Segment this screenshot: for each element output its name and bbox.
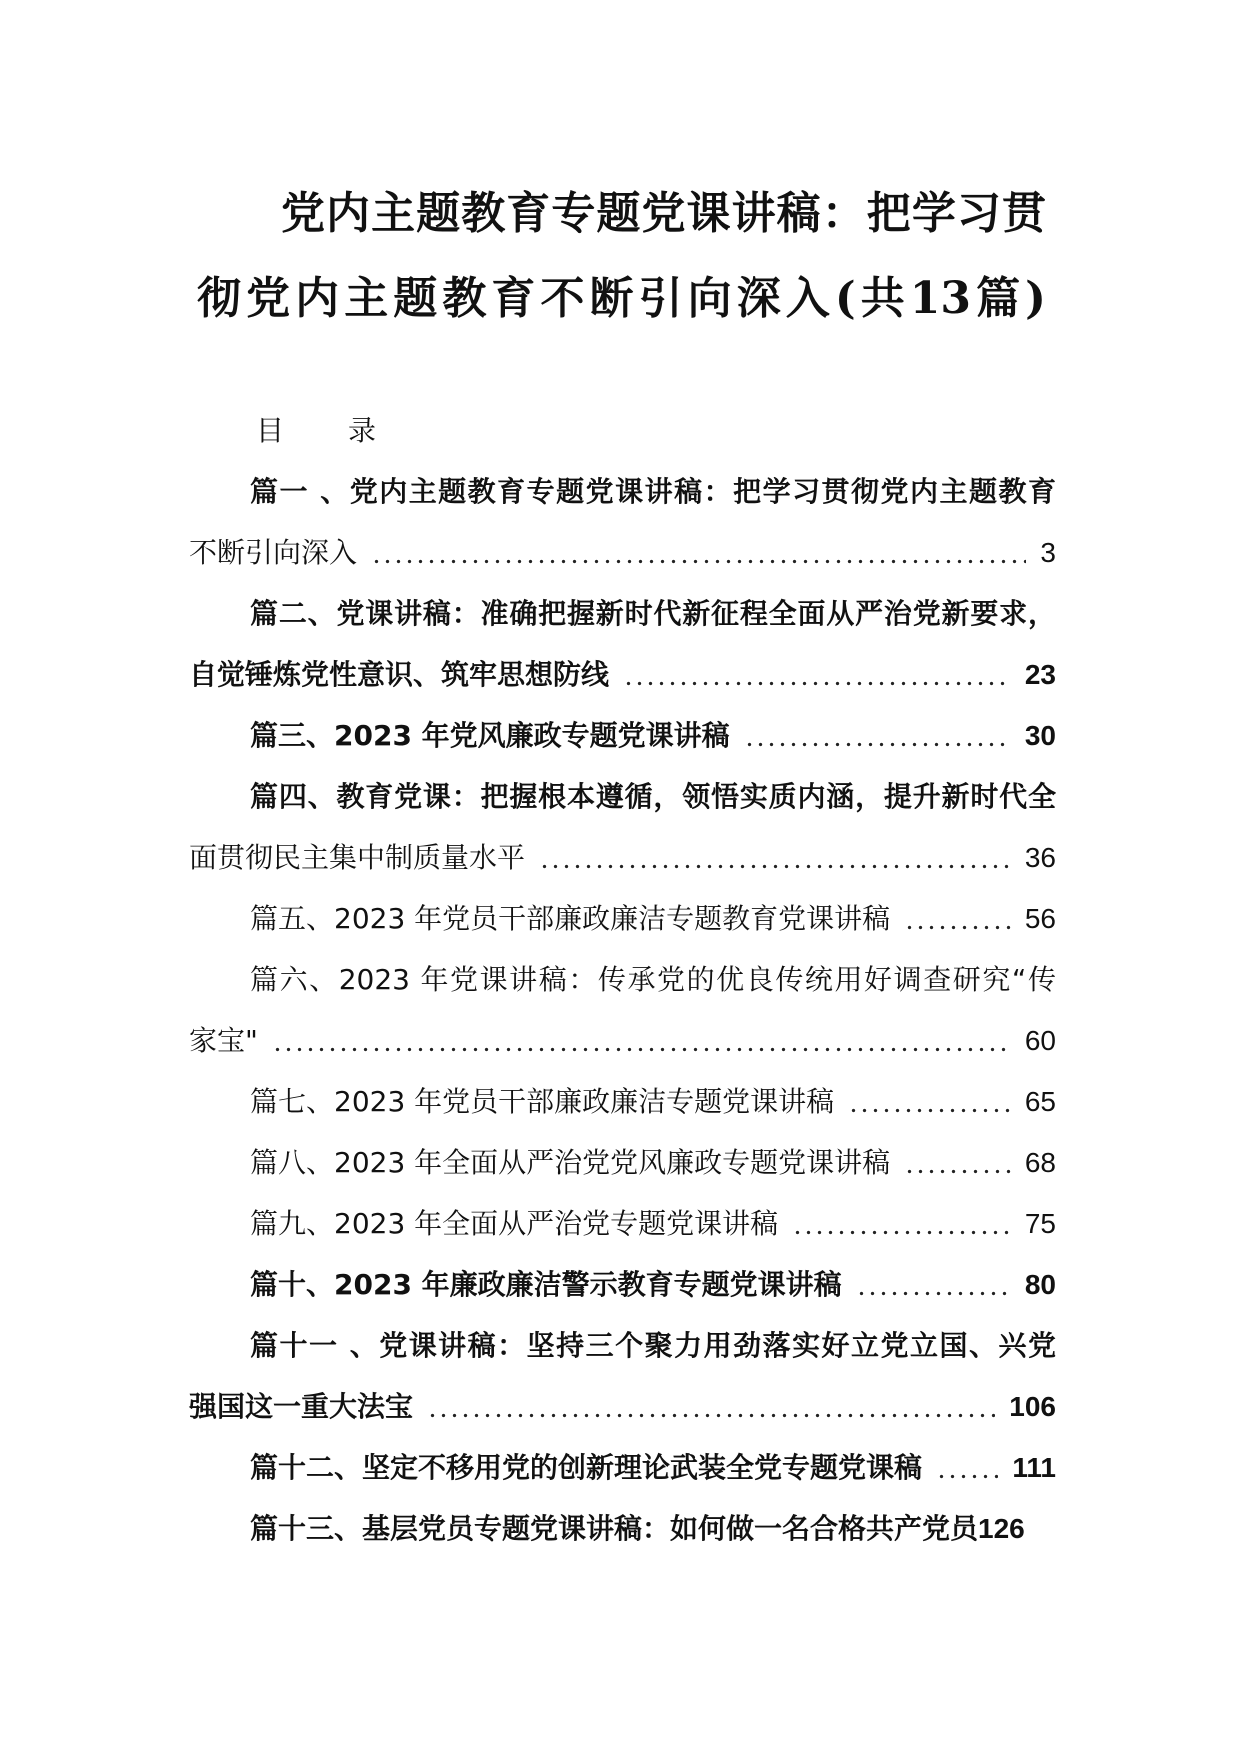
dot-leader: [792, 1230, 1011, 1235]
toc-entry-text: 面贯彻民主集中制质量水平: [189, 841, 526, 874]
toc-page-number: 75: [1024, 1208, 1056, 1239]
toc-entry-3: [0, 705, 1056, 766]
dot-leader: [904, 925, 1011, 930]
toc-entry-11-line-2: [0, 1376, 1056, 1437]
toc-page-number: 106: [1009, 1391, 1056, 1422]
toc-entry-text: 不断引向深入: [189, 536, 358, 569]
document-title-line-1: 党内主题教育专题党课讲稿：把学习贯: [281, 188, 1046, 239]
toc-page-number: 65: [1024, 1086, 1056, 1117]
toc-entry-text: 家宝": [189, 1024, 258, 1057]
toc-page-number: 36: [1024, 842, 1056, 873]
toc-page-number: 30: [1024, 720, 1056, 751]
toc-page-number: 80: [1024, 1269, 1056, 1300]
dot-leader: [744, 742, 1011, 747]
toc-entry-1-line-2: [0, 522, 1056, 583]
toc-entry-text: 篇五、2023 年党员干部廉政廉洁专题教育党课讲稿: [250, 902, 891, 935]
toc-entry-9: [0, 1193, 1056, 1254]
toc-entry-6-line-2: [0, 1010, 1056, 1071]
toc-entry-10: [0, 1254, 1056, 1315]
toc-page-number: 111: [1012, 1452, 1056, 1483]
toc-entry-text: 篇八、2023 年全面从严治党党风廉政专题党课讲稿: [250, 1146, 891, 1179]
dot-leader: [371, 559, 1026, 564]
toc-page-number: 56: [1024, 903, 1056, 934]
toc-entry-text: 篇九、2023 年全面从严治党专题党课讲稿: [250, 1207, 779, 1240]
toc-entry-4-line-1: 篇四、教育党课：把握根本遵循，领悟实质内涵，提升新时代全: [250, 780, 1056, 813]
dot-leader: [904, 1169, 1011, 1174]
dot-leader: [856, 1291, 1011, 1296]
toc-entry-11-line-1: 篇十一 、党课讲稿：坚持三个聚力用劲落实好立党立国、兴党: [250, 1329, 1056, 1362]
toc-entry-8: [0, 1132, 1056, 1193]
toc-entry-text: 篇十三、基层党员专题党课讲稿：如何做一名合格共产党员: [250, 1512, 979, 1545]
toc-entry-1-line-1: 篇一 、党内主题教育专题党课讲稿：把学习贯彻党内主题教育: [250, 475, 1056, 508]
toc-page-number: 126: [978, 1513, 1025, 1544]
toc-entry-text: 篇十、2023 年廉政廉洁警示教育专题党课讲稿: [250, 1268, 842, 1301]
dot-leader: [272, 1047, 1011, 1052]
toc-page-number: 68: [1024, 1147, 1056, 1178]
dot-leader: [427, 1413, 995, 1418]
dot-leader: [936, 1474, 998, 1479]
dot-leader: [848, 1108, 1011, 1113]
toc-entry-text: 篇十二、坚定不移用党的创新理论武装全党专题党课稿: [250, 1451, 923, 1484]
toc-page-number: 3: [1040, 537, 1056, 568]
toc-page-number: 60: [1024, 1025, 1056, 1056]
toc-entry-2-line-2: [0, 644, 1056, 705]
toc-entry-4-line-2: [0, 827, 1056, 888]
toc-entry-7: [0, 1071, 1056, 1132]
toc-entry-text: 篇七、2023 年党员干部廉政廉洁专题党课讲稿: [250, 1085, 835, 1118]
toc-entry-6-line-1: 篇六、2023 年党课讲稿：传承党的优良传统用好调查研究“传: [250, 963, 1056, 996]
toc-entry-5: [0, 888, 1056, 949]
toc-heading: 目 录: [256, 414, 392, 447]
document-title-line-2: 彻党内主题教育不断引向深入(共13篇): [197, 273, 1046, 324]
toc-entry-12: [0, 1437, 1056, 1498]
toc-entry-2-line-1: 篇二、党课讲稿：准确把握新时代新征程全面从严治党新要求，: [250, 597, 1056, 630]
toc-entry-text: 强国这一重大法宝: [189, 1390, 414, 1423]
toc-entry-text: 自觉锤炼党性意识、筑牢思想防线: [189, 658, 610, 691]
toc-entry-text: 篇三、2023 年党风廉政专题党课讲稿: [250, 719, 730, 752]
toc-entry-13: [0, 1498, 1056, 1559]
dot-leader: [623, 681, 1011, 686]
dot-leader: [539, 864, 1011, 869]
toc-page-number: 23: [1024, 659, 1056, 690]
table-of-contents: [0, 400, 1240, 1559]
